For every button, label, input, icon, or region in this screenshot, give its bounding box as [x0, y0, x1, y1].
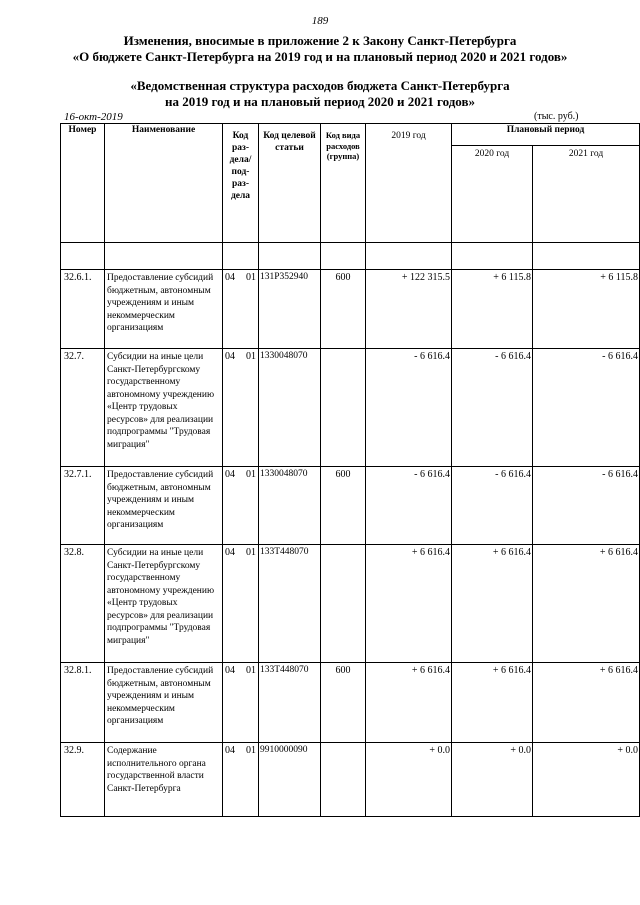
header-planned-period: Плановый период	[452, 124, 640, 146]
row-csr: 133T448070	[259, 663, 321, 743]
row-razdel: 04 01	[223, 270, 259, 349]
row-name: Субсидии на иные цели Санкт-Петербургскому государственному автономному учреждению «Центр трудовых ресурсов» для реализации подпрограммы "Трудовая миграция"	[105, 349, 223, 467]
table-row	[61, 349, 640, 467]
row-csr: 131P352940	[259, 270, 321, 349]
table-row	[61, 663, 640, 743]
row-name: Содержание исполнительного органа государственной власти Санкт-Петербурга	[105, 743, 223, 817]
row-vr: 600	[321, 270, 366, 349]
subtitle-line: «Ведомственная структура расходов бюджета Санкт-Петербурга	[130, 78, 510, 93]
header-vr: Код вида расходов (группа)	[321, 124, 366, 243]
row-2020: - 6 616.4	[452, 467, 533, 545]
row-number: 32.8.	[61, 545, 105, 663]
row-razdel: 04 01	[223, 467, 259, 545]
table-header-row	[61, 124, 640, 146]
row-vr	[321, 743, 366, 817]
header-2020: 2020 год	[452, 146, 533, 243]
row-2020: - 6 616.4	[452, 349, 533, 467]
row-number: 32.9.	[61, 743, 105, 817]
title-line: Изменения, вносимые в приложение 2 к Закону Санкт-Петербурга	[123, 33, 517, 48]
row-2021: + 0.0	[533, 743, 640, 817]
row-2021: - 6 616.4	[533, 349, 640, 467]
document-date: 16-окт-2019	[64, 111, 123, 123]
row-number: 32.8.1.	[61, 663, 105, 743]
row-number: 32.7.	[61, 349, 105, 467]
row-name: Предоставление субсидий бюджетным, автономным учреждениям и иным некоммерческим организациям	[105, 663, 223, 743]
row-2021: + 6 115.8	[533, 270, 640, 349]
header-name: Наименование	[105, 124, 223, 243]
header-2021: 2021 год	[533, 146, 640, 243]
row-number: 32.6.1.	[61, 270, 105, 349]
row-2021: - 6 616.4	[533, 467, 640, 545]
document-subtitle	[0, 78, 640, 110]
document-title	[0, 33, 640, 65]
row-2019: + 6 616.4	[366, 663, 452, 743]
row-csr: 133T448070	[259, 545, 321, 663]
row-vr: 600	[321, 663, 366, 743]
table-row	[61, 743, 640, 817]
row-razdel: 04 01	[223, 545, 259, 663]
row-vr	[321, 545, 366, 663]
row-vr	[321, 349, 366, 467]
row-2020: + 6 616.4	[452, 663, 533, 743]
row-razdel: 04 01	[223, 663, 259, 743]
units-label: (тыс. руб.)	[534, 111, 579, 122]
header-csr: Код целевой статьи	[259, 124, 321, 243]
row-name: Субсидии на иные цели Санкт-Петербургскому государственному автономному учреждению «Центр трудовых ресурсов» для реализации подпрограммы "Трудовая миграция"	[105, 545, 223, 663]
table-row	[61, 270, 640, 349]
row-csr: 9910000090	[259, 743, 321, 817]
table-body	[61, 243, 640, 817]
row-2020: + 0.0	[452, 743, 533, 817]
budget-table	[60, 123, 640, 817]
header-razdel: Код раз- дела/ под- раз- дела	[223, 124, 259, 243]
subtitle-line: на 2019 год и на плановый период 2020 и 2021 годов»	[164, 94, 475, 109]
row-csr: 1330048070	[259, 349, 321, 467]
row-razdel: 04 01	[223, 349, 259, 467]
row-2020: + 6 115.8	[452, 270, 533, 349]
row-2021: + 6 616.4	[533, 663, 640, 743]
row-2019: - 6 616.4	[366, 467, 452, 545]
row-2021: + 6 616.4	[533, 545, 640, 663]
table-spacer-row	[61, 243, 640, 270]
table-row	[61, 545, 640, 663]
row-2019: + 6 616.4	[366, 545, 452, 663]
row-csr: 1330048070	[259, 467, 321, 545]
row-2020: + 6 616.4	[452, 545, 533, 663]
page-number: 189	[311, 15, 329, 27]
row-2019: - 6 616.4	[366, 349, 452, 467]
row-2019: + 0.0	[366, 743, 452, 817]
row-name: Предоставление субсидий бюджетным, автономным учреждениям и иным некоммерческим организациям	[105, 270, 223, 349]
header-number: Номер	[61, 124, 105, 243]
header-2019: 2019 год	[366, 124, 452, 243]
row-name: Предоставление субсидий бюджетным, автономным учреждениям и иным некоммерческим организациям	[105, 467, 223, 545]
table-row	[61, 467, 640, 545]
row-number: 32.7.1.	[61, 467, 105, 545]
row-vr: 600	[321, 467, 366, 545]
row-razdel: 04 01	[223, 743, 259, 817]
title-line: «О бюджете Санкт-Петербурга на 2019 год и на плановый период 2020 и 2021 годов»	[72, 49, 568, 64]
row-2019: + 122 315.5	[366, 270, 452, 349]
